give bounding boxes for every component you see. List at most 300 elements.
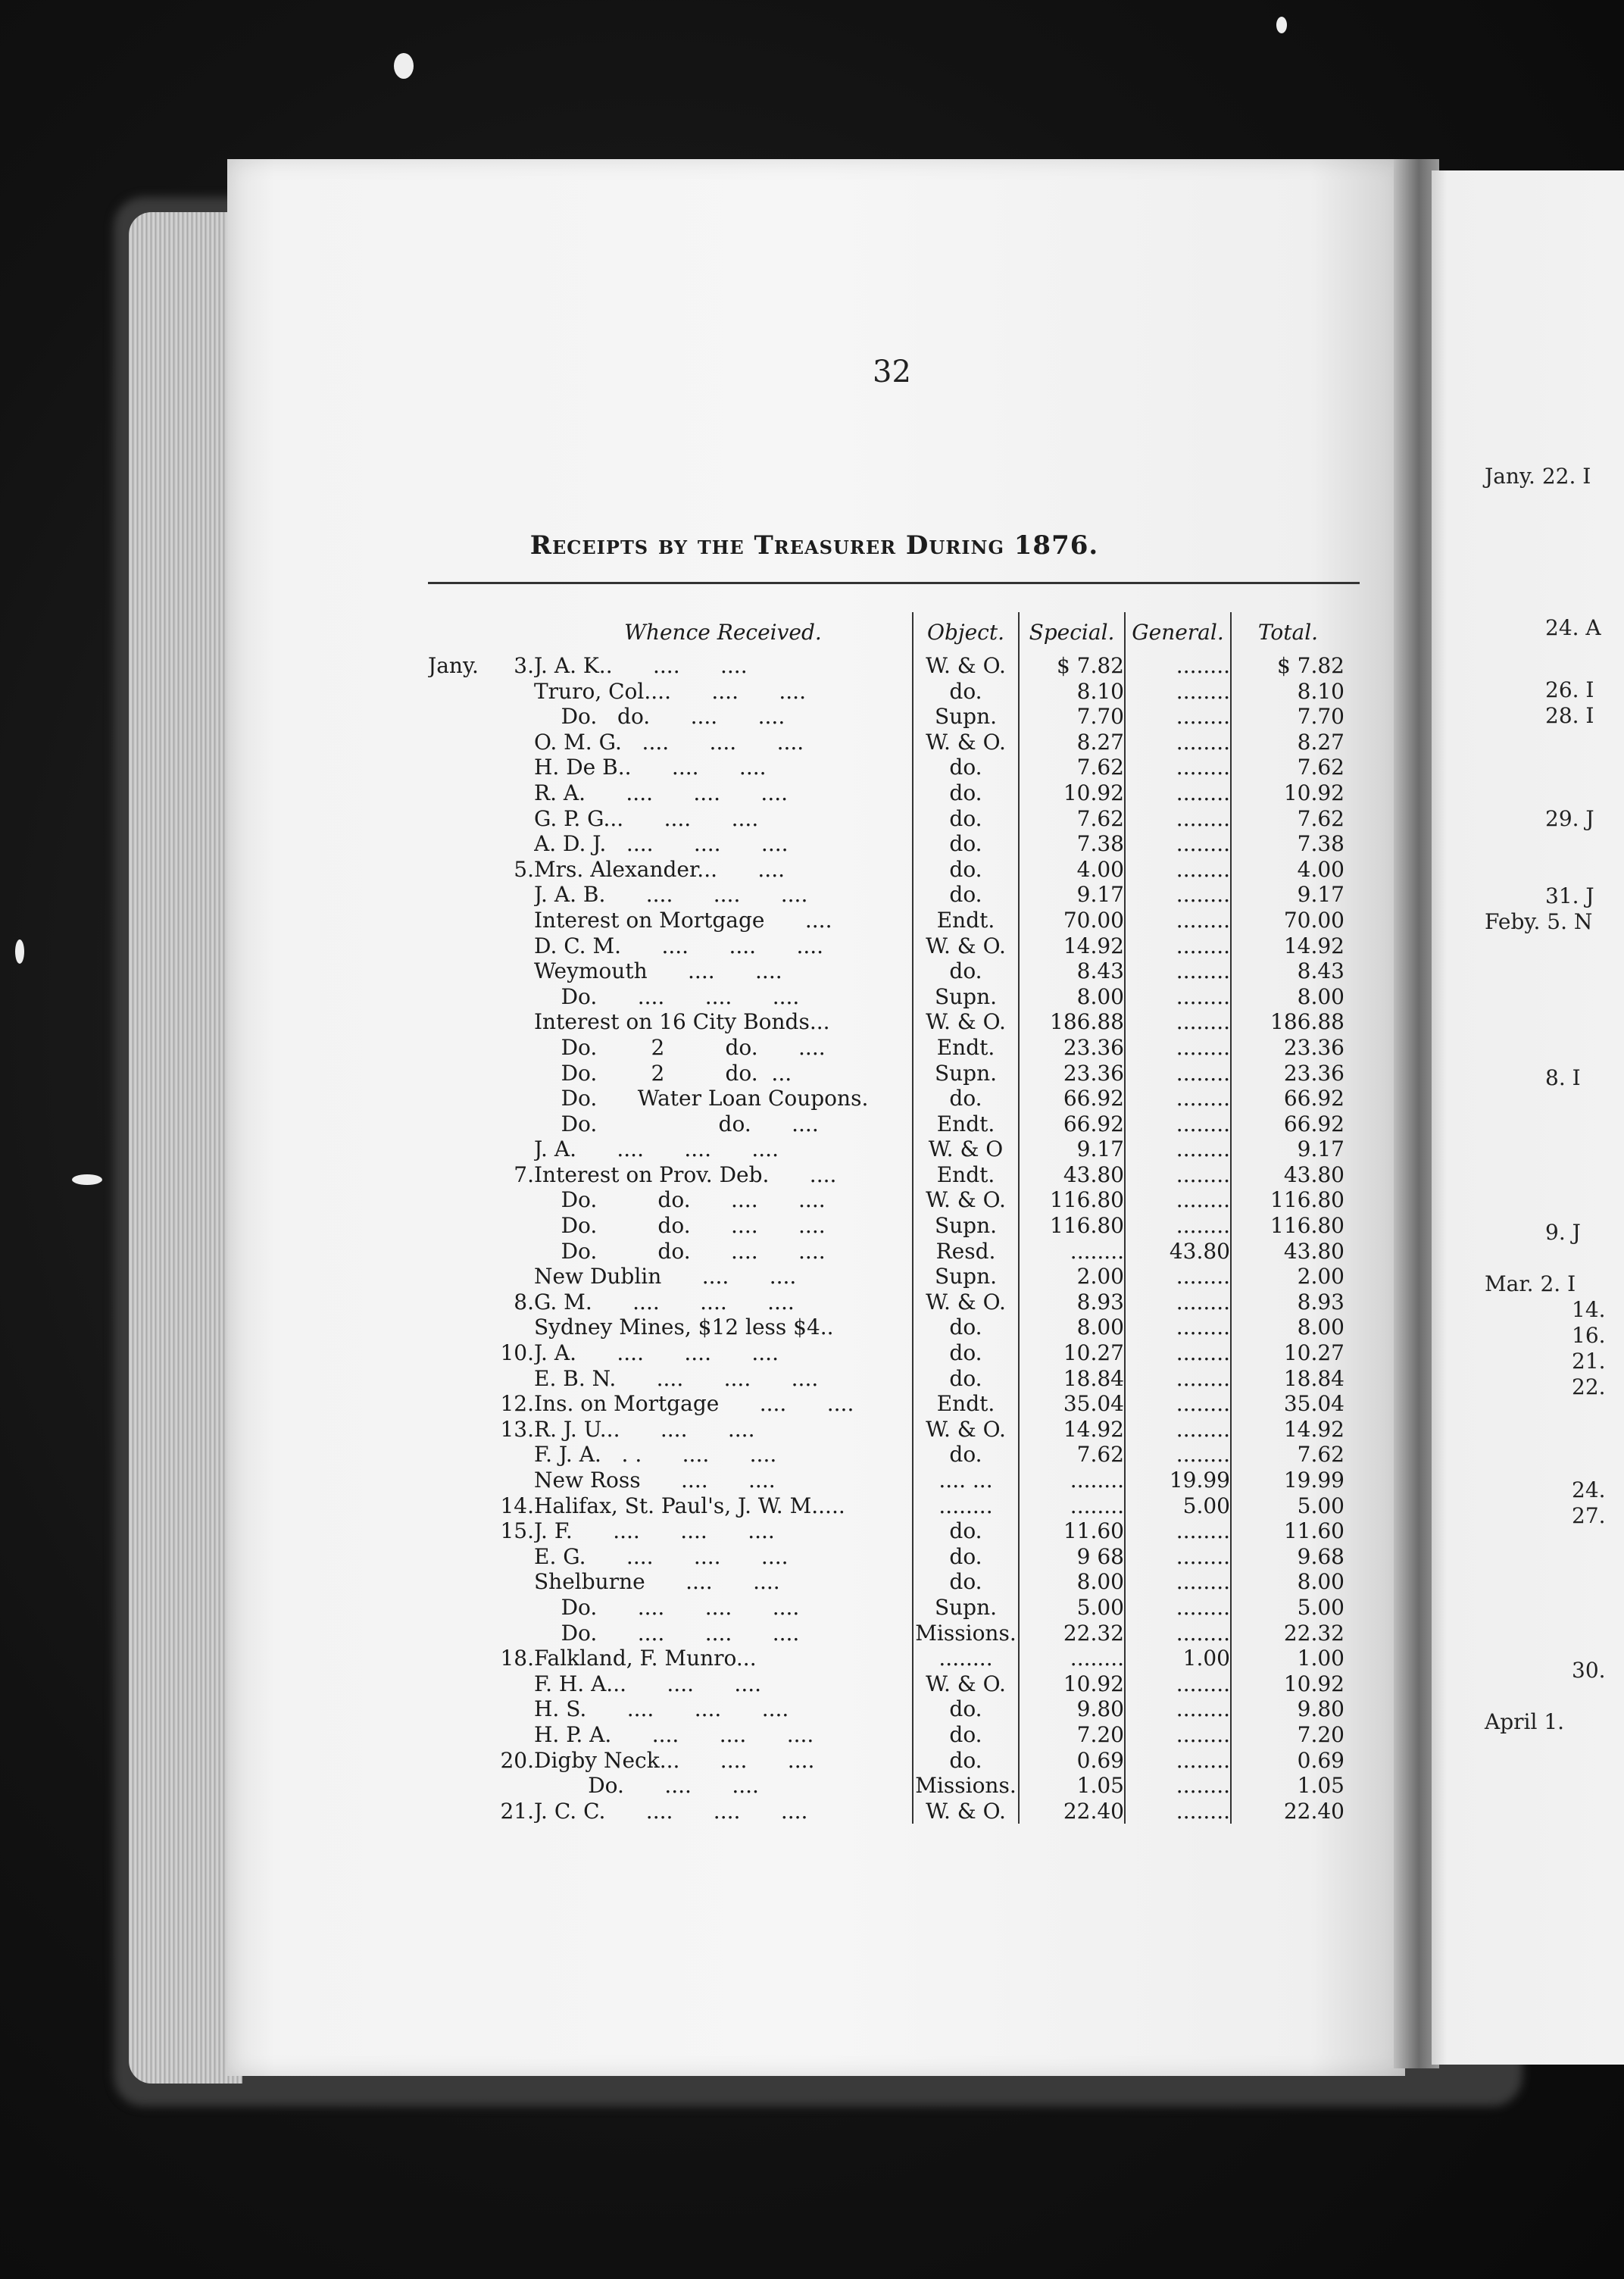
right-page-entry: 27.	[1572, 1503, 1606, 1528]
entry-day: 12.	[500, 1391, 534, 1417]
page-edges	[129, 212, 242, 2084]
entry-object: Endt.	[913, 1111, 1019, 1137]
entry-general-amount: ........	[1125, 1595, 1231, 1621]
entry-object: ........	[913, 1646, 1019, 1671]
entry-object: do.	[913, 1569, 1019, 1595]
entry-general-amount: ........	[1125, 1340, 1231, 1366]
entry-general-amount: ........	[1125, 755, 1231, 780]
table-row	[428, 1290, 1344, 1315]
entry-month	[428, 1544, 481, 1570]
entry-total-amount: 8.93	[1231, 1290, 1344, 1315]
entry-day	[481, 1187, 534, 1213]
table-row	[428, 1239, 1344, 1265]
entry-day	[481, 1061, 534, 1086]
entry-month	[428, 984, 481, 1010]
entry-general-amount: ........	[1125, 1162, 1231, 1188]
header-day	[481, 612, 534, 653]
entry-special-amount: 8.00	[1019, 984, 1125, 1010]
entry-general-amount: 5.00	[1125, 1493, 1231, 1519]
table-row	[428, 1799, 1344, 1824]
entry-month	[428, 1595, 481, 1621]
entry-whence-received: F. H. A... .... ....	[534, 1671, 762, 1696]
entry-total-amount: 5.00	[1231, 1595, 1344, 1621]
entry-whence-received: A. D. J. .... .... ....	[534, 831, 789, 857]
entry-total-amount: 22.40	[1231, 1799, 1344, 1824]
entry-month	[428, 704, 481, 730]
entry-special-amount: 4.00	[1019, 857, 1125, 883]
table-row	[428, 806, 1344, 832]
entry-general-amount: ........	[1125, 1442, 1231, 1468]
table-row	[428, 1696, 1344, 1722]
entry-day: 3.	[514, 653, 534, 678]
entry-month	[428, 1162, 481, 1188]
table-row	[428, 958, 1344, 984]
entry-total-amount: 9.68	[1231, 1544, 1344, 1570]
right-page-entry: 9. J	[1545, 1220, 1581, 1245]
entry-month	[428, 1009, 481, 1035]
entry-whence-received: H. S. .... .... ....	[534, 1696, 789, 1722]
entry-special-amount: 7.20	[1019, 1722, 1125, 1748]
entry-whence-received: R. J. U... .... ....	[534, 1416, 755, 1442]
entry-object: Endt.	[913, 1162, 1019, 1188]
entry-month	[428, 958, 481, 984]
entry-general-amount: ........	[1125, 1748, 1231, 1774]
entry-month	[428, 1569, 481, 1595]
entry-day	[481, 679, 534, 705]
entry-general-amount: ........	[1125, 1035, 1231, 1061]
entry-total-amount: 0.69	[1231, 1748, 1344, 1774]
entry-general-amount: 1.00	[1125, 1646, 1231, 1671]
table-row	[428, 1646, 1344, 1671]
entry-day	[481, 1621, 534, 1646]
entry-special-amount: 10.27	[1019, 1340, 1125, 1366]
entry-total-amount: 1.05	[1231, 1773, 1344, 1799]
entry-special-amount: 0.69	[1019, 1748, 1125, 1774]
entry-general-amount: ........	[1125, 1136, 1231, 1162]
entry-total-amount: 10.27	[1231, 1340, 1344, 1366]
entry-special-amount: 14.92	[1019, 1417, 1125, 1443]
entry-month	[428, 1111, 481, 1137]
entry-object: do.	[913, 1086, 1019, 1111]
entry-month	[428, 1468, 481, 1493]
entry-general-amount: ........	[1125, 958, 1231, 984]
entry-special-amount: 11.60	[1019, 1518, 1125, 1544]
entry-month	[428, 1213, 481, 1239]
entry-total-amount: 9.17	[1231, 1136, 1344, 1162]
entry-day: 21.	[500, 1798, 534, 1824]
entry-day	[481, 1315, 534, 1340]
entry-whence-received: Do. Water Loan Coupons.	[534, 1086, 869, 1111]
entry-day	[481, 882, 534, 908]
entry-total-amount: $ 7.82	[1231, 653, 1344, 679]
entry-total-amount: 35.04	[1231, 1391, 1344, 1417]
entry-whence-received: D. C. M. .... .... ....	[534, 933, 824, 958]
entry-general-amount: ........	[1125, 908, 1231, 933]
entry-whence-received: New Ross .... ....	[534, 1468, 776, 1493]
entry-whence-received: Truro, Col.... .... ....	[534, 678, 806, 704]
entry-day	[481, 958, 534, 984]
entry-day	[481, 1213, 534, 1239]
entry-day	[481, 730, 534, 755]
entry-month	[428, 1239, 481, 1265]
table-row	[428, 1595, 1344, 1621]
entry-day	[481, 984, 534, 1010]
entry-object: do.	[913, 1748, 1019, 1774]
entry-object: do.	[913, 1366, 1019, 1392]
entry-total-amount: 7.38	[1231, 831, 1344, 857]
entry-general-amount: 43.80	[1125, 1239, 1231, 1265]
entry-whence-received: J. A. B. .... .... ....	[534, 882, 808, 908]
table-row	[428, 1061, 1344, 1086]
header-total: Total.	[1231, 612, 1344, 653]
table-row	[428, 908, 1344, 933]
right-page-entry: 22.	[1572, 1374, 1606, 1399]
dust-speck	[1276, 17, 1287, 33]
entry-special-amount: 8.10	[1019, 679, 1125, 705]
entry-object: Supn.	[913, 1595, 1019, 1621]
entry-total-amount: 43.80	[1231, 1239, 1344, 1265]
entry-special-amount: 23.36	[1019, 1061, 1125, 1086]
entry-whence-received: Do. do. .... ....	[534, 1187, 826, 1213]
entry-month	[428, 1391, 481, 1417]
entry-whence-received: J. F. .... .... ....	[534, 1518, 775, 1544]
entry-special-amount: 7.38	[1019, 831, 1125, 857]
entry-total-amount: 5.00	[1231, 1493, 1344, 1519]
entry-whence-received: H. De B.. .... ....	[534, 755, 767, 780]
entry-general-amount: ........	[1125, 882, 1231, 908]
entry-object: do.	[913, 1340, 1019, 1366]
entry-day: 14.	[500, 1493, 534, 1518]
table-row	[428, 1621, 1344, 1646]
entry-special-amount: 22.32	[1019, 1621, 1125, 1646]
entry-object: W. & O.	[913, 1290, 1019, 1315]
entry-general-amount: ........	[1125, 780, 1231, 806]
entry-day: 8.	[514, 1289, 534, 1315]
entry-object: do.	[913, 806, 1019, 832]
entry-object: Missions.	[913, 1621, 1019, 1646]
entry-whence-received: Weymouth .... ....	[534, 958, 782, 984]
entry-special-amount: 1.05	[1019, 1773, 1125, 1799]
entry-day	[481, 1136, 534, 1162]
entry-day	[481, 1366, 534, 1392]
entry-day	[481, 1035, 534, 1061]
entry-day	[481, 704, 534, 730]
page-title: Receipts by the Treasurer During 1876.	[529, 530, 1099, 561]
entry-total-amount: 7.62	[1231, 806, 1344, 832]
table-row	[428, 1136, 1344, 1162]
table-row	[428, 1773, 1344, 1799]
entry-day	[481, 1111, 534, 1137]
entry-day	[481, 1468, 534, 1493]
entry-whence-received: J. C. C. .... .... ....	[534, 1798, 808, 1824]
entry-general-amount: ........	[1125, 1187, 1231, 1213]
entry-general-amount: ........	[1125, 857, 1231, 883]
entry-object: do.	[913, 1722, 1019, 1748]
entry-day	[481, 1722, 534, 1748]
entry-special-amount: 116.80	[1019, 1213, 1125, 1239]
table-row	[428, 780, 1344, 806]
entry-day: 7.	[514, 1161, 534, 1187]
entry-day	[481, 755, 534, 780]
entry-total-amount: 2.00	[1231, 1264, 1344, 1290]
entry-month	[428, 730, 481, 755]
entry-object: do.	[913, 831, 1019, 857]
entry-month	[428, 1061, 481, 1086]
entry-whence-received: E. G. .... .... ....	[534, 1543, 789, 1569]
right-page-entry: 24.	[1572, 1477, 1606, 1502]
entry-general-amount: ........	[1125, 1315, 1231, 1340]
entry-day	[481, 1264, 534, 1290]
entry-general-amount: ........	[1125, 653, 1231, 679]
table-row	[428, 1671, 1344, 1697]
entry-total-amount: 7.20	[1231, 1722, 1344, 1748]
entry-total-amount: 9.17	[1231, 882, 1344, 908]
entry-whence-received: Mrs. Alexander... ....	[534, 856, 785, 882]
entry-month	[428, 1773, 481, 1799]
entry-special-amount: 9 68	[1019, 1544, 1125, 1570]
entry-day	[481, 806, 534, 832]
table-row	[428, 1518, 1344, 1544]
entry-general-amount: ........	[1125, 831, 1231, 857]
entry-day	[481, 933, 534, 959]
table-row	[428, 1009, 1344, 1035]
table-row	[428, 679, 1344, 705]
entry-month	[428, 1442, 481, 1468]
entry-month	[428, 806, 481, 832]
entry-object: do.	[913, 679, 1019, 705]
entry-month	[428, 1621, 481, 1646]
entry-whence-received: G. M. .... .... ....	[534, 1289, 795, 1315]
entry-whence-received: Do. .... ....	[534, 1773, 759, 1799]
entry-object: W. & O.	[913, 1799, 1019, 1824]
entry-general-amount: ........	[1125, 1391, 1231, 1417]
entry-object: Supn.	[913, 984, 1019, 1010]
entry-object: Supn.	[913, 1061, 1019, 1086]
entry-day	[481, 1086, 534, 1111]
table-row	[428, 1544, 1344, 1570]
entry-special-amount: 186.88	[1019, 1009, 1125, 1035]
entry-whence-received: Do. do. .... ....	[534, 1238, 826, 1264]
header-object: Object.	[913, 612, 1019, 653]
entry-special-amount: 9.80	[1019, 1696, 1125, 1722]
entry-month: Jany.	[428, 653, 479, 678]
entry-special-amount: ........	[1019, 1646, 1125, 1671]
entry-object: W. & O.	[913, 1187, 1019, 1213]
entry-general-amount: ........	[1125, 1061, 1231, 1086]
entry-total-amount: 186.88	[1231, 1009, 1344, 1035]
entry-special-amount: 7.62	[1019, 1442, 1125, 1468]
entry-object: Supn.	[913, 1264, 1019, 1290]
entry-object: W. & O.	[913, 1009, 1019, 1035]
entry-day	[481, 1569, 534, 1595]
table-row	[428, 1213, 1344, 1239]
entry-object: Endt.	[913, 1035, 1019, 1061]
entry-whence-received: Sydney Mines, $12 less $4..	[534, 1315, 834, 1340]
table-row	[428, 1493, 1344, 1519]
entry-special-amount: 10.92	[1019, 780, 1125, 806]
entry-day: 20.	[500, 1747, 534, 1773]
entry-special-amount: 70.00	[1019, 908, 1125, 933]
entry-whence-received: Interest on Prov. Deb. ....	[534, 1161, 837, 1187]
table-row	[428, 882, 1344, 908]
entry-special-amount: 8.27	[1019, 730, 1125, 755]
entry-special-amount: 9.17	[1019, 1136, 1125, 1162]
entry-whence-received: Do. .... .... ....	[534, 983, 800, 1009]
entry-general-amount: ........	[1125, 933, 1231, 959]
entry-whence-received: J. A. K.. .... ....	[534, 653, 748, 678]
entry-whence-received: Ins. on Mortgage .... ....	[534, 1391, 854, 1417]
entry-total-amount: 14.92	[1231, 1417, 1344, 1443]
table-row	[428, 730, 1344, 755]
entry-total-amount: 8.00	[1231, 984, 1344, 1010]
entry-object: do.	[913, 882, 1019, 908]
entry-special-amount: 8.43	[1019, 958, 1125, 984]
entry-general-amount: ........	[1125, 1518, 1231, 1544]
table-row	[428, 704, 1344, 730]
entry-day	[481, 1696, 534, 1722]
entry-object: do.	[913, 1696, 1019, 1722]
right-page-entry: 26. I	[1545, 677, 1594, 702]
entry-special-amount: 22.40	[1019, 1799, 1125, 1824]
entry-whence-received: Shelburne .... ....	[534, 1569, 780, 1595]
entry-day	[481, 1442, 534, 1468]
entry-special-amount: 35.04	[1019, 1391, 1125, 1417]
entry-general-amount: ........	[1125, 1773, 1231, 1799]
entry-special-amount: 66.92	[1019, 1111, 1125, 1137]
entry-day	[481, 1544, 534, 1570]
entry-day	[481, 1671, 534, 1697]
entry-special-amount: ........	[1019, 1493, 1125, 1519]
entry-total-amount: 116.80	[1231, 1187, 1344, 1213]
entry-object: Supn.	[913, 1213, 1019, 1239]
entry-object: do.	[913, 958, 1019, 984]
entry-special-amount: 2.00	[1019, 1264, 1125, 1290]
entry-general-amount: ........	[1125, 1366, 1231, 1392]
entry-whence-received: Interest on Mortgage ....	[534, 907, 832, 933]
entry-day: 13.	[500, 1416, 534, 1442]
entry-whence-received: O. M. G. .... .... ....	[534, 729, 804, 755]
right-page-entry: Mar. 2. I	[1485, 1271, 1576, 1296]
table-row	[428, 653, 1344, 679]
entry-total-amount: 116.80	[1231, 1213, 1344, 1239]
entry-object: W. & O.	[913, 933, 1019, 959]
dust-speck	[394, 53, 414, 79]
entry-whence-received: J. A. .... .... ....	[534, 1136, 779, 1162]
entry-day	[481, 1595, 534, 1621]
entry-whence-received: R. A. .... .... ....	[534, 780, 789, 805]
entry-special-amount: 7.62	[1019, 806, 1125, 832]
entry-general-amount: 19.99	[1125, 1468, 1231, 1493]
table-row	[428, 1086, 1344, 1111]
entry-total-amount: 43.80	[1231, 1162, 1344, 1188]
entry-whence-received: J. A. .... .... ....	[534, 1340, 779, 1366]
header-special: Special.	[1019, 612, 1125, 653]
entry-object: do.	[913, 1442, 1019, 1468]
entry-month	[428, 1264, 481, 1290]
entry-object: ........	[913, 1493, 1019, 1519]
entry-month	[428, 1035, 481, 1061]
right-page-entry: 28. I	[1545, 703, 1594, 728]
entry-total-amount: 8.27	[1231, 730, 1344, 755]
table-header-row	[428, 612, 1344, 653]
entry-total-amount: 9.80	[1231, 1696, 1344, 1722]
entry-general-amount: ........	[1125, 1417, 1231, 1443]
dust-speck	[72, 1174, 102, 1185]
entry-total-amount: 8.00	[1231, 1315, 1344, 1340]
entry-month	[428, 1671, 481, 1697]
entry-object: Resd.	[913, 1239, 1019, 1265]
entry-total-amount: 4.00	[1231, 857, 1344, 883]
table-row	[428, 1417, 1344, 1443]
right-page-entry: 31. J	[1545, 883, 1594, 908]
header-month	[428, 612, 481, 653]
entry-month	[428, 1748, 481, 1774]
entry-whence-received: Do. .... .... ....	[534, 1594, 800, 1620]
entry-special-amount: 10.92	[1019, 1671, 1125, 1697]
entry-whence-received: H. P. A. .... .... ....	[534, 1721, 814, 1747]
entry-total-amount: 66.92	[1231, 1111, 1344, 1137]
receipts-table-body	[428, 653, 1344, 1824]
entry-whence-received: Do. do. ....	[534, 1111, 819, 1136]
table-row	[428, 831, 1344, 857]
entry-object: W. & O.	[913, 653, 1019, 679]
entry-whence-received: G. P. G... .... ....	[534, 805, 759, 831]
entry-special-amount: 14.92	[1019, 933, 1125, 959]
right-page-entry: Jany. 22. I	[1485, 464, 1591, 489]
entry-whence-received: E. B. N. .... .... ....	[534, 1365, 819, 1391]
right-page-entry: 21.	[1572, 1349, 1606, 1374]
table-row	[428, 984, 1344, 1010]
entry-special-amount: 5.00	[1019, 1595, 1125, 1621]
entry-month	[428, 1493, 481, 1519]
entry-object: W. & O	[913, 1136, 1019, 1162]
entry-special-amount: 8.93	[1019, 1290, 1125, 1315]
table-row	[428, 1162, 1344, 1188]
entry-object: do.	[913, 1518, 1019, 1544]
table-row	[428, 1340, 1344, 1366]
table-row	[428, 1315, 1344, 1340]
table-row	[428, 933, 1344, 959]
entry-general-amount: ........	[1125, 1621, 1231, 1646]
right-page-entry: April 1.	[1485, 1709, 1565, 1734]
table-row	[428, 1035, 1344, 1061]
table-row	[428, 1366, 1344, 1392]
entry-total-amount: 70.00	[1231, 908, 1344, 933]
table-row	[428, 1442, 1344, 1468]
entry-general-amount: ........	[1125, 1799, 1231, 1824]
entry-general-amount: ........	[1125, 1544, 1231, 1570]
receipts-table	[428, 612, 1344, 1824]
entry-whence-received: Falkland, F. Munro...	[534, 1646, 757, 1671]
entry-special-amount: 9.17	[1019, 882, 1125, 908]
entry-total-amount: 7.62	[1231, 1442, 1344, 1468]
header-general: General.	[1125, 612, 1231, 653]
entry-object: Missions.	[913, 1773, 1019, 1799]
entry-general-amount: ........	[1125, 984, 1231, 1010]
entry-day	[481, 780, 534, 806]
entry-day	[481, 1239, 534, 1265]
entry-month	[428, 1366, 481, 1392]
entry-object: W. & O.	[913, 1671, 1019, 1697]
entry-object: do.	[913, 755, 1019, 780]
entry-special-amount: 66.92	[1019, 1086, 1125, 1111]
entry-day: 5.	[514, 856, 534, 882]
table-row	[428, 1468, 1344, 1493]
entry-total-amount: 18.84	[1231, 1366, 1344, 1392]
table-row	[428, 1391, 1344, 1417]
entry-whence-received: Do. do. .... ....	[534, 1213, 826, 1239]
right-page	[1432, 170, 1624, 2065]
